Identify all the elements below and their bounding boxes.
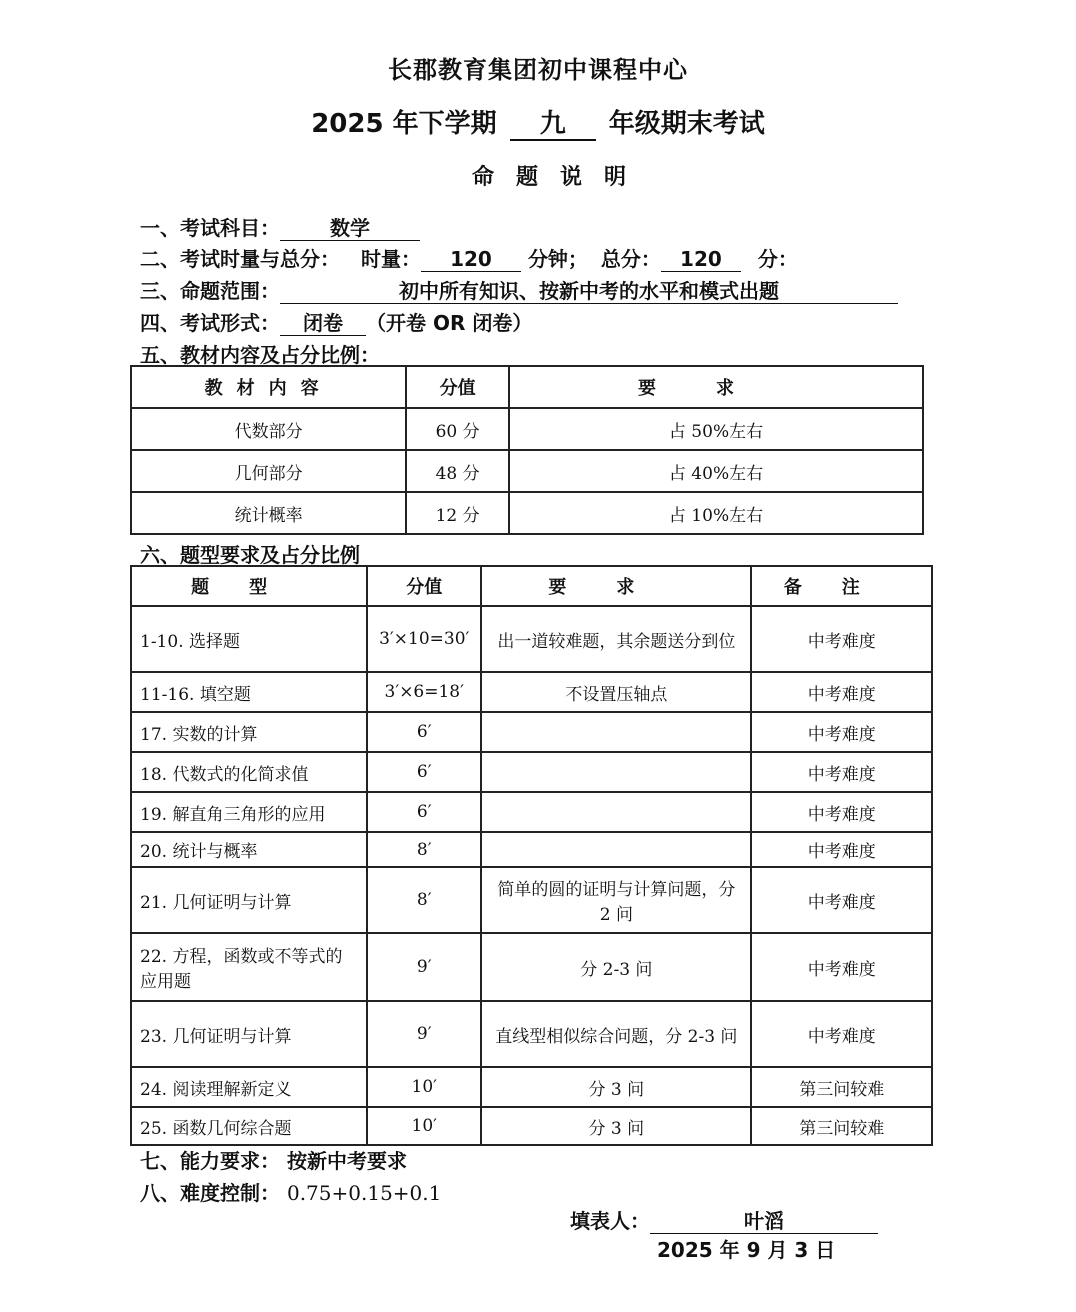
table-cell: 中考难度 [751,832,932,867]
table-row [131,606,932,672]
scope-value: 初中所有知识、按新中考的水平和模式出题 [280,279,898,304]
table-cell: 48 分 [406,450,509,492]
table-cell: 25. 函数几何综合题 [131,1107,367,1145]
table-row [131,792,932,832]
table-row [131,408,923,450]
table-cell: 中考难度 [751,606,932,672]
form-label: 四、考试形式： [140,311,280,335]
table-row [131,1001,932,1067]
table-cell: 8′ [367,832,481,867]
table-header: 备注 [751,566,932,606]
table-cell: 10′ [367,1067,481,1107]
table-cell: 第三问较难 [751,1107,932,1145]
table-cell: 第三问较难 [751,1067,932,1107]
table-header-row [131,566,932,606]
subject-label: 一、考试科目： [140,216,280,240]
time-score-label: 二、考试时量与总分： [140,247,340,271]
table-cell: 出一道较难题，其余题送分到位 [481,606,751,672]
table-row [131,712,932,752]
table-row [131,672,932,712]
time-score-line [140,243,798,272]
table-cell: 不设置压轴点 [481,672,751,712]
table-header: 要求 [509,366,923,408]
table-row [131,752,932,792]
table-row [131,450,923,492]
table-header: 教材内容 [131,366,406,408]
exam-title-prefix: 2025 年下学期 [311,109,497,139]
signer-label: 填表人： [570,1209,650,1233]
table-cell: 直线型相似综合问题，分 2-3 问 [481,1001,751,1067]
table-row [131,492,923,534]
table-row [131,867,932,933]
table-row [131,1067,932,1107]
table-row [131,832,932,867]
table-cell: 9′ [367,933,481,1001]
table-cell: 中考难度 [751,867,932,933]
table-cell: 1-10. 选择题 [131,606,367,672]
ability-value: 按新中考要求 [286,1149,407,1173]
table-cell: 22. 方程，函数或不等式的应用题 [131,933,367,1001]
table-cell: 占 10%左右 [509,492,923,534]
scope-label: 三、命题范围： [140,279,280,303]
ability-line [140,1145,407,1174]
table-cell: 10′ [367,1107,481,1145]
table-cell: 中考难度 [751,1001,932,1067]
table-cell: 11-16. 填空题 [131,672,367,712]
exam-title [0,103,1076,141]
table-cell: 6′ [367,712,481,752]
types-section-label: 六、题型要求及占分比例 [140,543,360,567]
table-cell: 19. 解直角三角形的应用 [131,792,367,832]
table-cell: 9′ [367,1001,481,1067]
table-cell: 中考难度 [751,933,932,1001]
scope-line [140,275,898,304]
table-cell: 60 分 [406,408,509,450]
table-cell: 中考难度 [751,712,932,752]
table-header: 要求 [481,566,751,606]
grade-value: 九 [510,109,596,141]
table-cell: 分 3 问 [481,1067,751,1107]
signer-name: 叶滔 [650,1209,878,1234]
time-unit: 分钟； [527,247,588,271]
signer-line [570,1205,878,1234]
form-value: 闭卷 [280,311,366,336]
score-word: 总分： [600,247,661,271]
table-cell: 6′ [367,792,481,832]
table-header: 题型 [131,566,367,606]
difficulty-value: 0.75+0.15+0.1 [286,1181,442,1205]
table-cell [481,832,751,867]
table-header: 分值 [367,566,481,606]
table-cell [481,752,751,792]
subject-line [140,212,420,241]
table-cell: 几何部分 [131,450,406,492]
table-row [131,1107,932,1145]
table-cell: 中考难度 [751,792,932,832]
table-cell: 代数部分 [131,408,406,450]
table-cell [481,712,751,752]
table-cell: 20. 统计与概率 [131,832,367,867]
time-value: 120 [421,247,521,272]
organization-title: 长郡教育集团初中课程中心 [388,56,688,84]
table-cell [481,792,751,832]
table-cell: 24. 阅读理解新定义 [131,1067,367,1107]
table-cell: 23. 几何证明与计算 [131,1001,367,1067]
exam-title-suffix: 年级期末考试 [608,109,765,139]
table-cell: 分 3 问 [481,1107,751,1145]
table-cell: 17. 实数的计算 [131,712,367,752]
table-cell: 21. 几何证明与计算 [131,867,367,933]
table-header: 分值 [406,366,509,408]
content-table [130,365,924,535]
content-section-label: 五、教材内容及占分比例： [140,343,380,367]
document-subtitle: 命题说明 [471,165,648,190]
table-cell: 3′×10=30′ [367,606,481,672]
table-cell: 6′ [367,752,481,792]
form-line [140,307,532,336]
ability-label: 七、能力要求： [140,1149,280,1173]
question-types-table [130,565,933,1146]
difficulty-line [140,1177,441,1206]
table-cell: 18. 代数式的化简求值 [131,752,367,792]
form-note: （开卷 OR 闭卷） [366,311,533,335]
table-cell: 12 分 [406,492,509,534]
table-cell: 8′ [367,867,481,933]
table-cell: 简单的圆的证明与计算问题，分 2 问 [481,867,751,933]
table-row [131,933,932,1001]
table-cell: 占 50%左右 [509,408,923,450]
time-word: 时量： [360,247,421,271]
table-cell: 占 40%左右 [509,450,923,492]
table-header-row [131,366,923,408]
table-cell: 统计概率 [131,492,406,534]
table-cell: 中考难度 [751,752,932,792]
score-value: 120 [661,247,741,272]
subject-value: 数学 [280,216,420,241]
score-unit: 分： [757,247,798,271]
table-cell: 3′×6=18′ [367,672,481,712]
document-date: 2025 年 9 月 3 日 [657,1238,836,1262]
table-cell: 分 2-3 问 [481,933,751,1001]
difficulty-label: 八、难度控制： [140,1181,280,1205]
table-cell: 中考难度 [751,672,932,712]
